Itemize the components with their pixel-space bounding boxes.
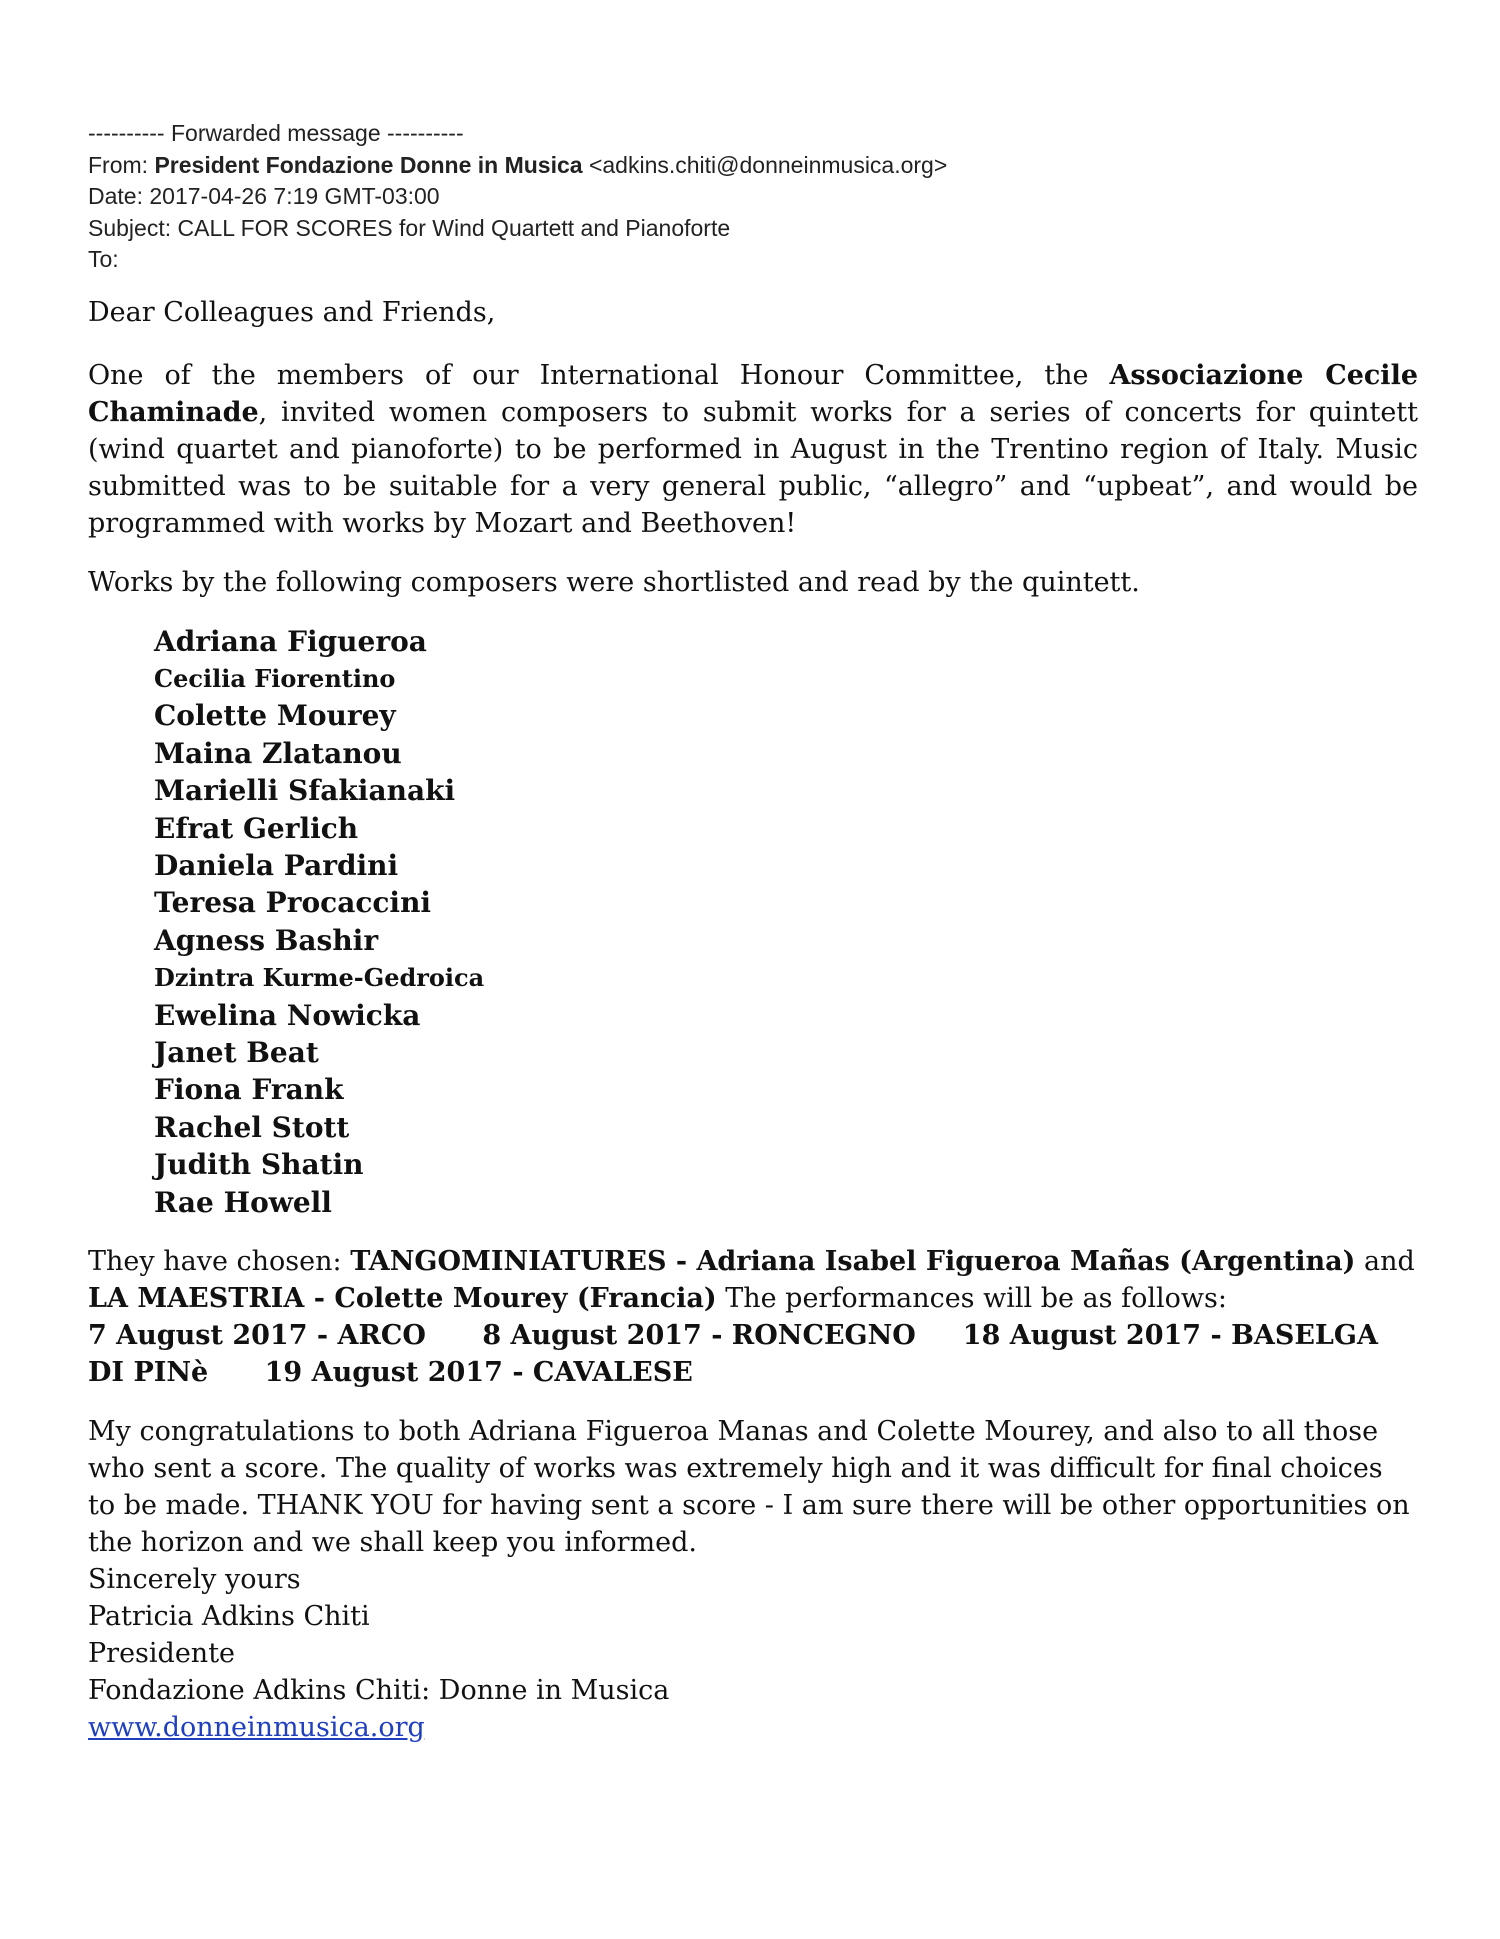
composer-name: Teresa Procaccini (154, 886, 432, 920)
composer-name: Cecilia Fiorentino (154, 663, 396, 693)
greeting: Dear Colleagues and Friends, (88, 296, 496, 328)
composer-name: Ewelina Nowicka (154, 998, 421, 1032)
composer-name: Adriana Figueroa (154, 624, 427, 658)
composer-name: Efrat Gerlich (154, 811, 359, 845)
composer-name: Agness Bashir (154, 923, 379, 957)
from-label: From: (88, 151, 155, 178)
composer-name: Judith Shatin (154, 1148, 364, 1182)
performance-schedule (88, 1317, 1418, 1391)
from-name: President Fondazione Donne in Musica (154, 151, 583, 178)
forwarded-line: ---------- Forwarded message ---------- (88, 120, 464, 146)
signature-block (88, 1561, 1418, 1746)
to-line: To: (88, 246, 119, 272)
shortlist-intro: Works by the following composers were shortlisted and read by the quintett. (88, 566, 1140, 598)
performance-date: 19 August 2017 - CAVALESE (264, 1357, 693, 1388)
subject-line: Subject: CALL FOR SCORES for Wind Quartett and Pianoforte (88, 214, 731, 241)
chosen-tail: The performances will be as follows: (716, 1283, 1227, 1314)
signer-title: Presidente (88, 1638, 236, 1669)
composer-name: Janet Beat (154, 1035, 319, 1069)
intro-text-1: One of the members of our International Honour Committee, the (88, 359, 1110, 391)
signer-organization: Fondazione Adkins Chiti: Donne in Musica (88, 1675, 670, 1706)
chosen-lead: They have chosen: (88, 1246, 351, 1277)
date-line: Date: 2017-04-26 7:19 GMT-03:00 (88, 183, 440, 209)
composer-name: Marielli Sfakianaki (154, 774, 456, 808)
signer-name: Patricia Adkins Chiti (88, 1601, 370, 1632)
intro-text-2: , invited women composers to submit works for a series of concerts for quintett (wind quartet and pianoforte) to be performed in August in the Trentino region of Italy. Music submitted was to be suitable for a very general public, “allegro” and “upbeat”, and would be programmed with works by Mozart and Beethoven! (88, 396, 1418, 539)
email-document (88, 118, 1418, 1746)
performance-date: 18 August 2017 - BASELGA DI PINè (88, 1320, 1378, 1388)
composer-name: Maina Zlatanou (154, 736, 402, 770)
performance-date: 7 August 2017 - ARCO (88, 1320, 426, 1351)
intro-paragraph (88, 357, 1418, 542)
composer-list (154, 623, 1418, 1222)
composer-name: Fiona Frank (154, 1073, 344, 1107)
from-email: <adkins.chiti@donneinmusica.org> (582, 151, 948, 178)
composer-name: Rae Howell (154, 1185, 332, 1219)
website-link[interactable]: www.donneinmusica.org (88, 1712, 425, 1743)
chosen-works (88, 1243, 1418, 1391)
email-header (88, 118, 1418, 276)
association-name: Associazione Cecile Chaminade (88, 359, 1418, 428)
congratulations-paragraph: My congratulations to both Adriana Figueroa Manas and Colette Mourey, and also to all those who sent a score. The quality of works was extremely high and it was difficult for final choices to be made. THANK YOU for having sent a score - I am sure there will be other opportunities on the horizon and we shall keep you informed. (88, 1416, 1410, 1558)
composer-name: Dzintra Kurme-Gedroica (154, 963, 485, 993)
composer-name: Rachel Stott (154, 1110, 350, 1144)
composer-name: Colette Mourey (154, 699, 396, 733)
from-line (88, 150, 1418, 182)
performance-date: 8 August 2017 - RONCEGNO (482, 1320, 916, 1351)
composer-name: Daniela Pardini (154, 848, 399, 882)
chosen-and: and (1355, 1246, 1415, 1277)
email-body (88, 294, 1418, 1747)
closing: Sincerely yours (88, 1564, 301, 1595)
chosen-work-2: LA MAESTRIA - Colette Mourey (Francia) (88, 1283, 717, 1314)
chosen-work-1: TANGOMINIATURES - Adriana Isabel Figueroa Mañas (Argentina) (350, 1246, 1356, 1277)
